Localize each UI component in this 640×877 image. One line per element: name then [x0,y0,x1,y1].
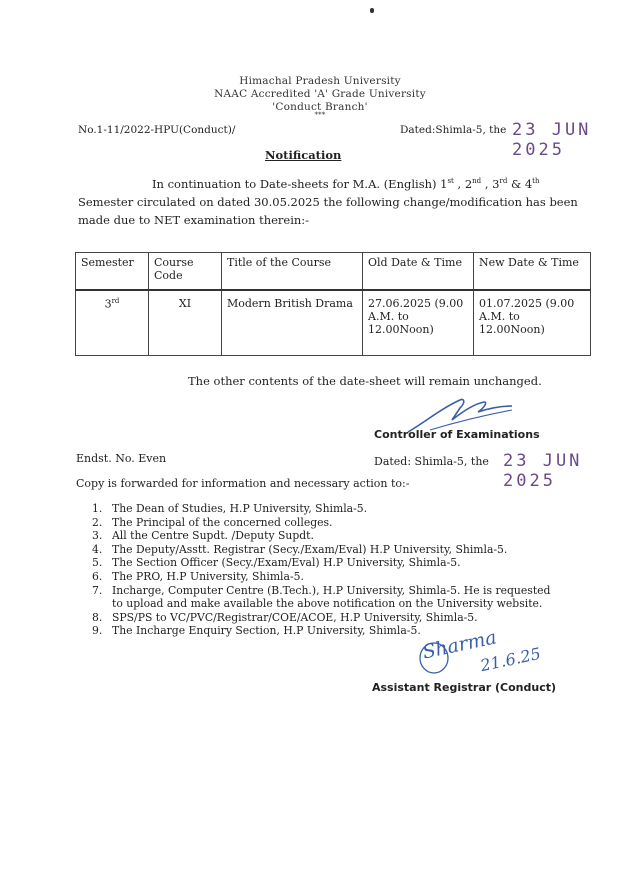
endorsement-date-stamp: 23 JUN 2025 [503,451,583,491]
reference-number: No.1-11/2022-HPU(Conduct)/ [78,124,236,136]
list-item: 5. The Section Officer (Secy./Exam/Eval) H.P University, Shimla-5. [92,556,461,570]
header-ornament: *** [314,111,326,119]
col-course-title: Title of the Course [222,253,363,291]
col-old-date: Old Date & Time [363,253,474,291]
body-line-2: Semester circulated on dated 30.05.2025 the following change/modification has been [78,195,578,209]
controller-title: Controller of Examinations [374,428,540,441]
university-name: Himachal Pradesh University [239,75,401,87]
copy-forward-line: Copy is forwarded for information and necessary action to:- [76,477,410,490]
schedule-table [75,252,591,356]
handwritten-date: 21.6.25 [478,643,543,676]
list-item: 6. The PRO, H.P University, Shimla-5. [92,569,304,583]
cell-course-code: XI [149,290,222,356]
scan-speck [370,8,374,13]
body-line-1: In continuation to Date-sheets for M.A. (English) 1st , 2nd , 3rd & 4th [152,176,540,191]
list-item: 1. The Dean of Studies, H.P University, Shimla-5. [92,502,368,515]
notification-title: Notification [265,148,342,162]
dated-label: Dated:Shimla-5, the [400,124,507,136]
list-item: 3. All the Centre Supdt. /Deputy Supdt. [92,529,314,543]
list-item: 7. Incharge, Computer Centre (B.Tech.), H.P University, Shimla-5. He is requested to upload and make available the above notification on the University website. [92,583,551,611]
list-item: 2. The Principal of the concerned colleges. [92,515,333,529]
list-item: 9. The Incharge Enquiry Section, H.P University, Shimla-5. [92,624,421,638]
col-new-date: New Date & Time [474,253,591,291]
col-course-code: Course Code [149,253,222,291]
list-item: 4. The Deputy/Asstt. Registrar (Secy./Exam/Eval) H.P University, Shimla-5. [92,542,508,556]
cell-semester: 3rd [76,290,149,356]
body-line-3: made due to NET examination therein:- [78,213,310,227]
unchanged-note: The other contents of the date-sheet will remain unchanged. [188,374,542,388]
endorsement-dated-label: Dated: Shimla-5, the [374,455,489,468]
cell-new-date: 01.07.2025 (9.00 A.M. to 12.00Noon) [474,290,591,356]
handwritten-name: Sharma [420,626,499,664]
cell-old-date: 27.06.2025 (9.00 A.M. to 12.00Noon) [363,290,474,356]
table-header-row [76,253,591,291]
list-item: 8. SPS/PS to VC/PVC/Registrar/COE/ACOE, H.P University, Shimla-5. [92,610,478,624]
date-stamp: 23 JUN 2025 [512,120,592,160]
accreditation-line: NAAC Accredited 'A' Grade University [214,88,426,100]
initials-circle [416,640,452,676]
assistant-registrar-title: Assistant Registrar (Conduct) [372,681,557,694]
recipients-list [92,502,562,638]
cell-course-title: Modern British Drama [222,290,363,356]
table-row [76,290,591,356]
endorsement-number: Endst. No. Even [76,452,167,465]
branch-name: 'Conduct Branch' [272,101,368,113]
col-semester: Semester [76,253,149,291]
